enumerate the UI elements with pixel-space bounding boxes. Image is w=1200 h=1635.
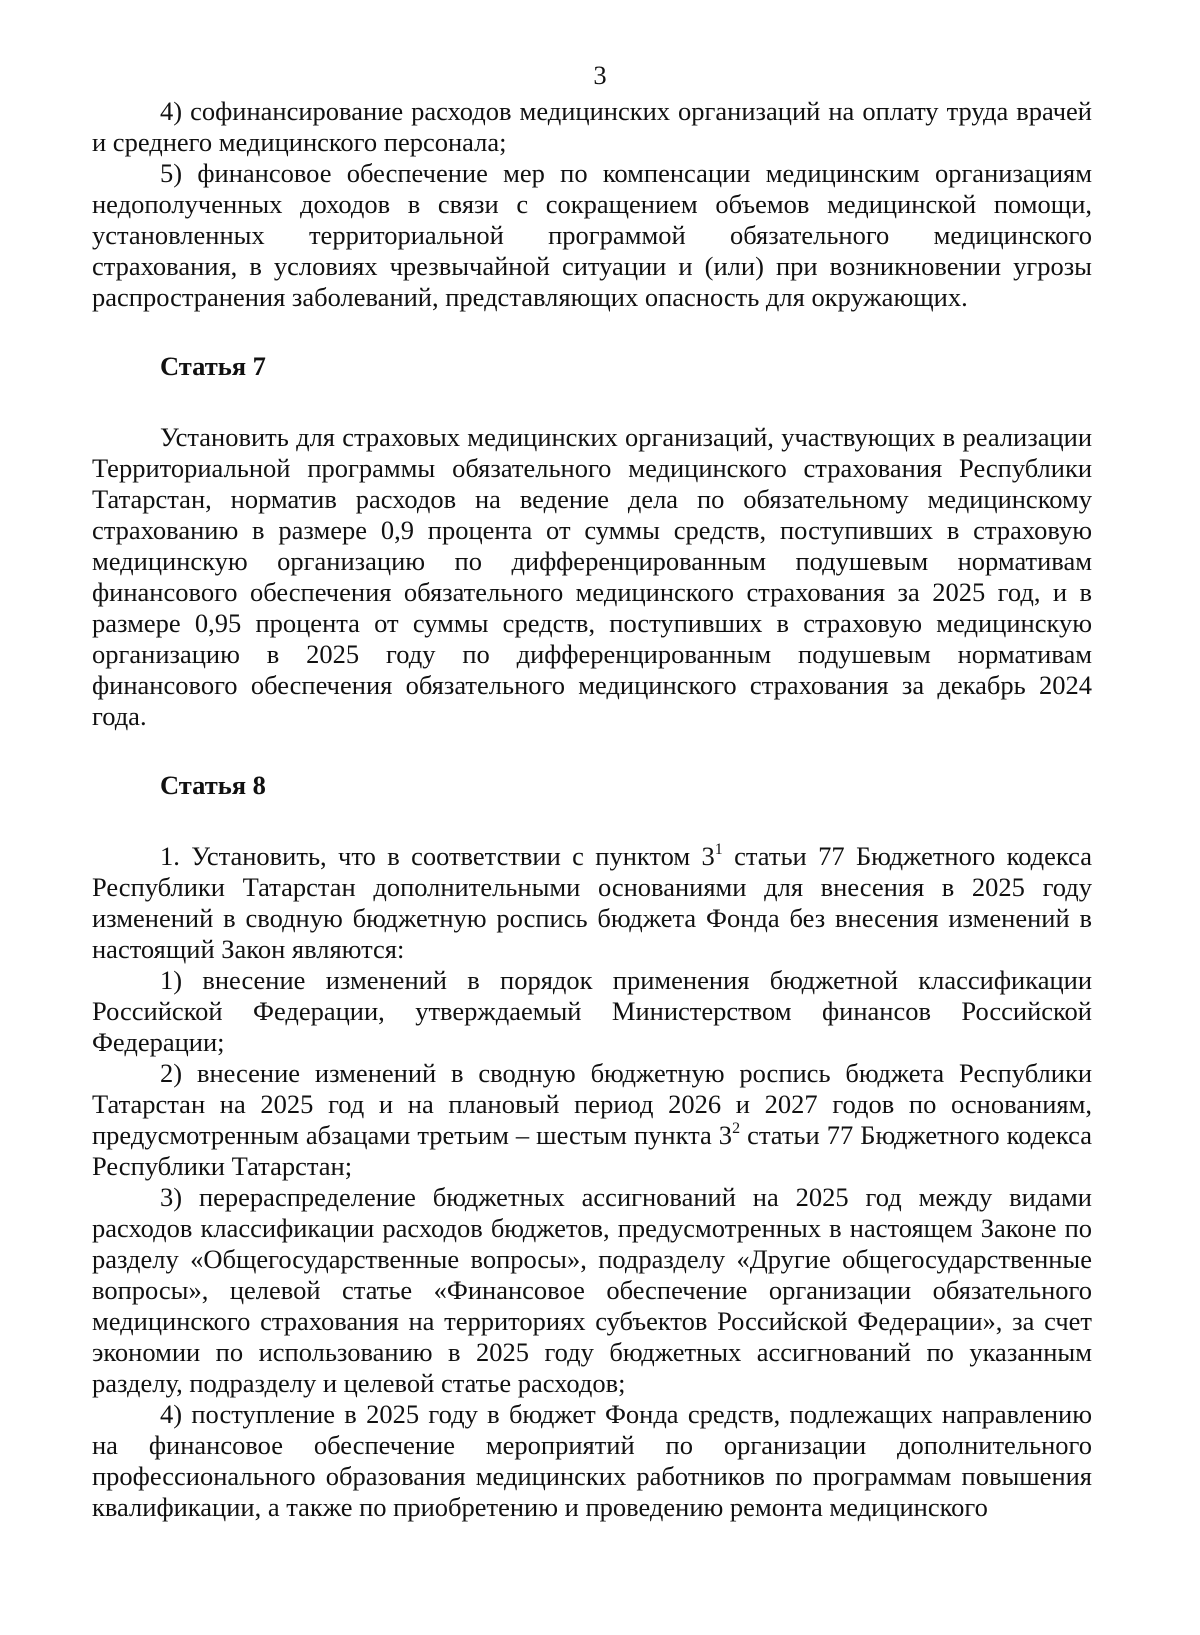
article-8-p1-text-start: 1. Установить, что в соответствии с пунктом 3 (160, 841, 715, 871)
article-7-heading: Статья 7 (160, 351, 266, 381)
article-8-item-2-text-end: статьи 77 Бюджетного кодекса Республики Татарстан; (92, 1120, 1092, 1181)
article-8-p1-text-end: статьи 77 Бюджетного кодекса Республики Татарстан дополнительными основаниями для внесения в 2025 году изменений в сводную бюджетную роспись бюджета Фонда без внесения изменений в настоящий Закон являются: (92, 841, 1092, 964)
article-8-item-4: 4) поступление в 2025 году в бюджет Фонда средств, подлежащих направлению на финансовое обеспечение мероприятий по организации дополнительного профессионального образования медицинских работников по программам повышения квалификации, а также по приобретению и проведению ремонта медицинского (92, 1399, 1092, 1522)
page-number: 3 (593, 60, 607, 90)
superscript-2: 2 (732, 1120, 741, 1137)
article-8-item-2 (92, 1058, 1092, 1182)
article-8-item-3: 3) перераспределение бюджетных ассигнований на 2025 год между видами расходов классификации расходов бюджетов, предусмотренных в настоящем Законе по разделу «Общегосударственные вопросы», подразделу «Другие общегосударственные вопросы», целевой статье «Финансовое обеспечение организации обязательного медицинского страхования на территориях субъектов Российской Федерации», за счет экономии по использованию в 2025 году бюджетных ассигнований по указанным разделу, подразделу и целевой статье расходов; (92, 1182, 1092, 1398)
article-7-paragraph: Установить для страховых медицинских организаций, участвующих в реализации Территориальной программы обязательного медицинского страхования Республики Татарстан, норматив расходов на ведение дела по обязательному медицинскому страхованию в размере 0,9 процента от суммы средств, поступивших в страховую медицинскую организацию по дифференцированным подушевым нормативам финансового обеспечения обязательного медицинского страхования за 2025 год, и в размере 0,95 процента от суммы средств, поступивших в страховую медицинскую организацию в 2025 году по дифференцированным подушевым нормативам финансового обеспечения обязательного медицинского страхования за декабрь 2024 года. (92, 422, 1092, 731)
paragraph-item-5: 5) финансовое обеспечение мер по компенсации медицинским организациям недополученных доходов в связи с сокращением объемов медицинской помощи, установленных территориальной программой обязательного медицинского страхования, в условиях чрезвычайной ситуации и (или) при возникновении угрозы распространения заболеваний, представляющих опасность для окружающих. (92, 158, 1092, 312)
article-8-paragraph-1 (92, 841, 1092, 965)
spacer (92, 801, 1092, 841)
spacer (92, 732, 1092, 770)
article-8-heading: Статья 8 (160, 770, 266, 800)
paragraph-item-4: 4) софинансирование расходов медицинских организаций на оплату труда врачей и среднего медицинского персонала; (92, 96, 1092, 157)
superscript-1: 1 (714, 841, 723, 858)
document-body (92, 96, 1092, 1523)
spacer (92, 313, 1092, 351)
article-8-item-1: 1) внесение изменений в порядок применения бюджетной классификации Российской Федерации, утверждаемый Министерством финансов Российской Федерации; (92, 965, 1092, 1057)
article-8-item-2-text-start: 2) внесение изменений в сводную бюджетную роспись бюджета Республики Татарстан на 2025 год и на плановый период 2026 и 2027 годов по основаниям, предусмотренным абзацами третьим – шестым пункта 3 (92, 1058, 1092, 1150)
spacer (92, 382, 1092, 422)
